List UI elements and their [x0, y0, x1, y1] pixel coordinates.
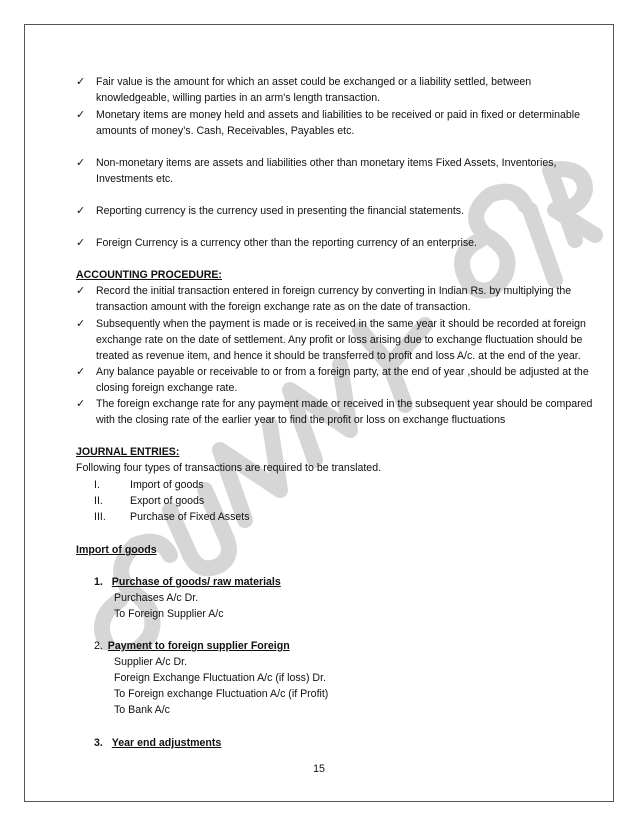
checkmark-icon: ✓	[76, 398, 86, 410]
checkmark-icon: ✓	[76, 285, 86, 297]
checkmark-icon: ✓	[76, 76, 86, 88]
checkmark-icon: ✓	[76, 366, 86, 378]
checkmark-icon: ✓	[76, 157, 86, 169]
journal-entries-heading: JOURNAL ENTRIES:	[76, 446, 180, 458]
bullet-fair-value: ✓ Fair value is the amount for which an asset could be exchanged or a liability settled, between knowledgeable, willing parties in an arm's length transaction.	[76, 76, 532, 104]
bullet-foreign-currency: ✓ Foreign Currency is a currency other than the reporting currency of an enterprise.	[76, 237, 477, 249]
journal-item-1: I. Import of goods	[94, 479, 204, 491]
step-3-title: 3. Year end adjustments	[94, 737, 222, 749]
step-2-entry-line-2: Foreign Exchange Fluctuation A/c (if loss) Dr.	[114, 672, 326, 684]
step-2-entry-line-3: To Foreign exchange Fluctuation A/c (if Profit)	[114, 688, 329, 700]
procedure-bullet-balance-payable: ✓ Any balance payable or receivable to or from a foreign party, at the end of year ,should be adjusted at the closing foreign exchange rate.	[76, 366, 589, 394]
checkmark-icon: ✓	[76, 109, 86, 121]
procedure-bullet-subsequent-payment: ✓ Subsequently when the payment is made or is received in the same year it should be recorded at foreign exchange rate on the date of settlement. Any profit or loss arising due to exchange fluctuation should be treated as revenue item, and hence it should be transferred to profit and loss A/c. at the end of the year.	[76, 318, 586, 362]
checkmark-icon: ✓	[76, 205, 86, 217]
checkmark-icon: ✓	[76, 318, 86, 330]
step-1-entry-line-2: To Foreign Supplier A/c	[114, 608, 224, 620]
import-of-goods-heading: Import of goods	[76, 544, 157, 556]
journal-item-2: II. Export of goods	[94, 495, 205, 507]
step-2-title: 2. Payment to foreign supplier Foreign	[94, 640, 290, 652]
bullet-monetary-items: ✓ Monetary items are money held and assets and liabilities to be received or paid in fixed or determinable amounts of money’s. Cash, Receivables, Payables etc.	[76, 109, 581, 137]
step-1-entry-line-1: Purchases A/c Dr.	[114, 592, 199, 604]
procedure-bullet-exchange-rate: ✓ The foreign exchange rate for any payment made or received in the subsequent year should be compared with the closing rate of the earlier year to find the profit or loss on exchange fluctuations	[76, 398, 593, 426]
step-2-entry-line-4: To Bank A/c	[114, 704, 170, 716]
journal-entries-intro: Following four types of transactions are required to be translated.	[76, 462, 382, 474]
step-1-title: 1. Purchase of goods/ raw materials	[94, 576, 281, 588]
accounting-procedure-heading: ACCOUNTING PROCEDURE:	[76, 269, 222, 281]
page-number: 15	[313, 763, 325, 775]
bullet-non-monetary-items: ✓ Non-monetary items are assets and liabilities other than monetary items Fixed Assets, Inventories, Investments etc.	[76, 157, 557, 185]
bullet-reporting-currency: ✓ Reporting currency is the currency used in presenting the financial statements.	[76, 205, 465, 217]
procedure-bullet-record-initial: ✓ Record the initial transaction entered in foreign currency by converting in Indian Rs. by multiplying the transaction amount with the foreign exchange rate as on the date of transaction.	[76, 285, 572, 313]
checkmark-icon: ✓	[76, 237, 86, 249]
step-2-entry-line-1: Supplier A/c Dr.	[114, 656, 188, 668]
journal-item-3: III. Purchase of Fixed Assets	[94, 511, 250, 523]
